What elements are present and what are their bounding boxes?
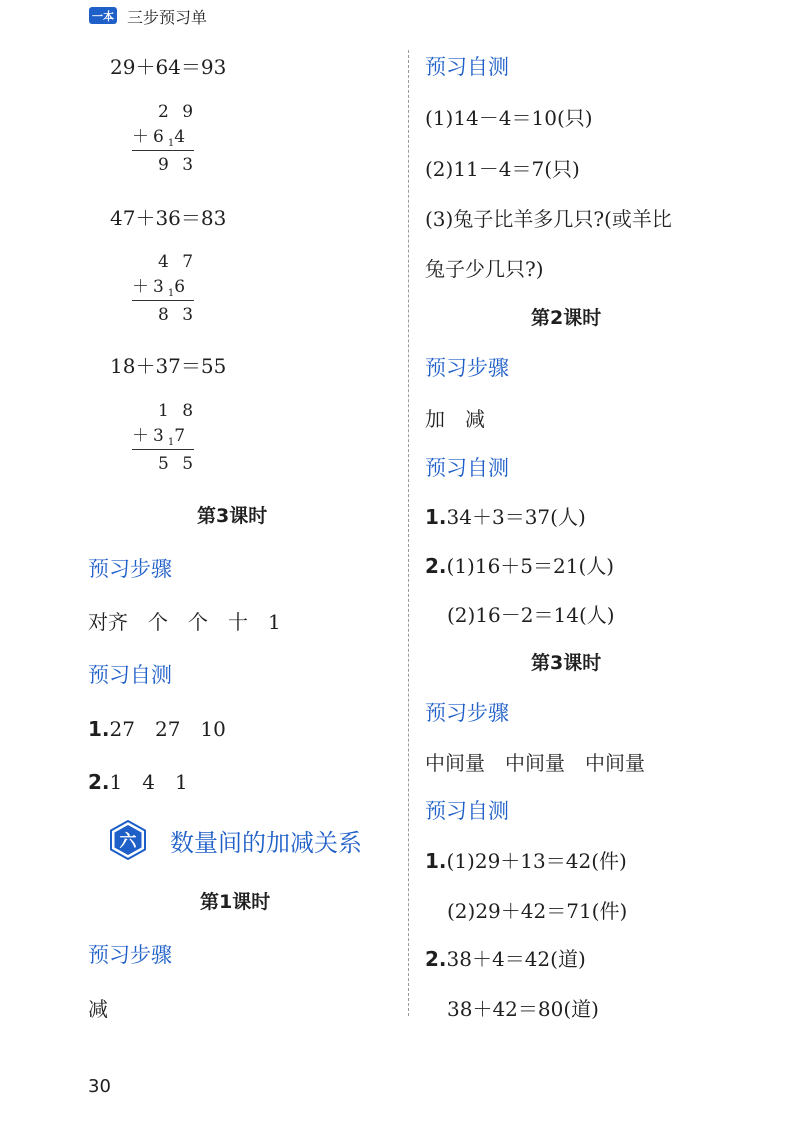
vertical-top: 4 7 bbox=[158, 252, 198, 272]
vertical-addend: ＋3 bbox=[132, 277, 168, 297]
section-heading-test-r3: 预习自测 bbox=[425, 799, 509, 823]
question-number: 2. bbox=[425, 947, 447, 971]
answer-text: 38＋4＝42(道) bbox=[446, 947, 586, 971]
publisher-logo: 一本 bbox=[89, 7, 117, 24]
steps-answer: 对齐 个 个 十 1 bbox=[88, 610, 281, 634]
answer-text: (1)29＋13＝42(件) bbox=[446, 849, 627, 873]
unit-icon-label: 六 bbox=[119, 831, 137, 852]
vertical-result: 5 5 bbox=[158, 454, 198, 474]
question-number: 2. bbox=[425, 554, 447, 578]
section-heading-test-r2: 预习自测 bbox=[425, 456, 509, 480]
section-heading-test-r1: 预习自测 bbox=[425, 55, 509, 79]
answer-r3-line1: (3)兔子比羊多几只?(或羊比 bbox=[425, 207, 672, 231]
vertical-addend: ＋6 bbox=[132, 127, 168, 147]
sum-line bbox=[132, 449, 194, 450]
lesson-title-r3: 第3课时 bbox=[531, 652, 602, 674]
section-heading-test: 预习自测 bbox=[88, 663, 172, 687]
unit-title: 数量间的加减关系 bbox=[170, 829, 362, 857]
answer-r-c2-sub: 38＋42＝80(道) bbox=[447, 997, 599, 1021]
answer-r-c1-sub: (2)29＋42＝71(件) bbox=[447, 899, 628, 923]
answer-1 bbox=[88, 713, 226, 742]
section-heading-steps-r3: 预习步骤 bbox=[425, 701, 509, 725]
vertical-addend-ones: 7 bbox=[174, 426, 190, 446]
section-heading-steps: 预习步骤 bbox=[88, 557, 172, 581]
vertical-addend-ones: 6 bbox=[174, 277, 190, 297]
vertical-result: 8 3 bbox=[158, 305, 198, 325]
answer-r-c1 bbox=[425, 845, 627, 874]
section-heading-steps-r: 预习步骤 bbox=[425, 356, 509, 380]
vertical-calc-3 bbox=[132, 399, 202, 479]
equation-3: 18＋37＝55 bbox=[110, 354, 227, 378]
carry-mark: 1 bbox=[167, 437, 175, 448]
answer-r-c2 bbox=[425, 943, 586, 972]
answer-text: 34＋3＝37(人) bbox=[446, 505, 586, 529]
steps-answer-r: 加 减 bbox=[425, 407, 485, 431]
question-number: 2. bbox=[88, 770, 110, 794]
answer-r2: (2)11－4＝7(只) bbox=[425, 157, 580, 181]
answer-r-b1 bbox=[425, 501, 586, 530]
answer-r-b2-sub: (2)16－2＝14(人) bbox=[447, 603, 615, 627]
equation-2: 47＋36＝83 bbox=[110, 206, 227, 230]
answer-text: 1 4 1 bbox=[109, 770, 188, 794]
steps-answer-2: 减 bbox=[88, 997, 108, 1021]
answer-2 bbox=[88, 766, 188, 795]
answer-r1: (1)14－4＝10(只) bbox=[425, 106, 593, 130]
answer-r-b2 bbox=[425, 550, 614, 579]
question-number: 1. bbox=[425, 849, 447, 873]
carry-mark: 1 bbox=[167, 138, 175, 149]
section-heading-steps-2: 预习步骤 bbox=[88, 943, 172, 967]
vertical-addend-ones: 4 bbox=[174, 127, 190, 147]
vertical-addend: ＋3 bbox=[132, 426, 168, 446]
equation-1: 29＋64＝93 bbox=[110, 55, 227, 79]
answer-text: (1)16＋5＝21(人) bbox=[446, 554, 615, 578]
page-number: 30 bbox=[88, 1076, 111, 1097]
lesson-title-1: 第1课时 bbox=[200, 891, 271, 913]
answer-text: 27 27 10 bbox=[109, 717, 226, 741]
lesson-title-r2: 第2课时 bbox=[531, 307, 602, 329]
sum-line bbox=[132, 150, 194, 151]
vertical-top: 1 8 bbox=[158, 401, 198, 421]
answer-r3-line2: 兔子少几只?) bbox=[425, 257, 544, 281]
vertical-calc-2 bbox=[132, 250, 202, 330]
unit-hexagon-icon bbox=[108, 820, 148, 860]
vertical-calc-1 bbox=[132, 100, 202, 180]
vertical-top: 2 9 bbox=[158, 102, 198, 122]
steps-answer-r3: 中间量 中间量 中间量 bbox=[425, 751, 645, 775]
column-divider bbox=[408, 50, 409, 1016]
question-number: 1. bbox=[88, 717, 110, 741]
lesson-title-3: 第3课时 bbox=[197, 505, 268, 527]
book-title: 三步预习单 bbox=[127, 8, 208, 27]
sum-line bbox=[132, 300, 194, 301]
carry-mark: 1 bbox=[167, 288, 175, 299]
vertical-result: 9 3 bbox=[158, 155, 198, 175]
question-number: 1. bbox=[425, 505, 447, 529]
